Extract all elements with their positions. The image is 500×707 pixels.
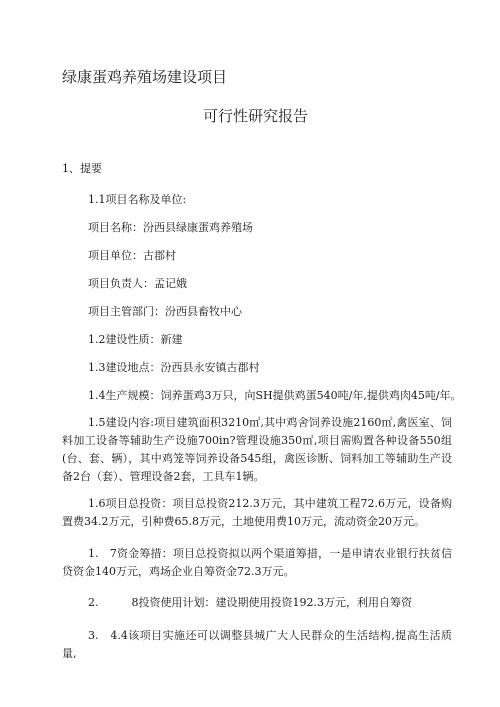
project-dept: 项目主管部门：汾西县畜牧中心 bbox=[88, 305, 242, 318]
construction-site: 1.3建设地点：汾西县永安镇古郡村 bbox=[88, 361, 260, 374]
document-title-line1: 绿康蛋鸡养殖场建设项目 bbox=[62, 68, 228, 86]
project-name: 项目名称：汾西县绿康蛋鸡养殖场 bbox=[88, 221, 253, 234]
investment-paragraph: 1.6项目总投资：项目总投资212.3万元，其中建筑工程72.6万元，设备购置费34.2万元，引种费65.8万元，土地使用费10万元，流动资金20万元。 bbox=[62, 497, 452, 528]
project-benefit-paragraph: 3. 4.4该项目实施还可以调整县城广大人民群众的生活结构,提高生活质量, bbox=[62, 629, 452, 660]
subsection-heading: 1.1项目名称及单位: bbox=[88, 193, 187, 206]
document-title-line2: 可行性研究报告 bbox=[203, 107, 309, 125]
section-heading: 1、提要 bbox=[62, 162, 102, 175]
project-leader: 项目负责人：孟记娥 bbox=[88, 277, 187, 290]
funding-paragraph: 1. 7资金筹措：项目总投资拟以两个渠道筹措，一是申请农业银行扶贫信贷资金140万元，鸡场企业自筹资金72.3万元。 bbox=[62, 547, 452, 578]
investment-plan-paragraph: 2. 8投资使用计划：建设期使用投资192.3万元，利用自筹资 bbox=[88, 596, 412, 609]
construction-nature: 1.2建设性质：新建 bbox=[88, 333, 183, 346]
construction-content-paragraph: 1.5建设内容:项目建筑面积3210㎡,其中鸡舍饲养设施2160㎡,禽医室、饲料加工设备等辅助生产设施700in?管理设施350㎡,项目需购置各种设备550组(台、套、辆），其中鸡笼等饲养设备545组，禽医诊断、饲料加工等辅助生产设备2台（套）、管理设备2套，工具车1辆。 bbox=[62, 416, 452, 483]
production-scale: 1.4生产规模：饲养蛋鸡3万只，向SH提供鸡蛋540吨/年,提供鸡肉45吨/年。 bbox=[88, 389, 462, 402]
project-unit: 项目单位：古郡村 bbox=[88, 249, 176, 262]
